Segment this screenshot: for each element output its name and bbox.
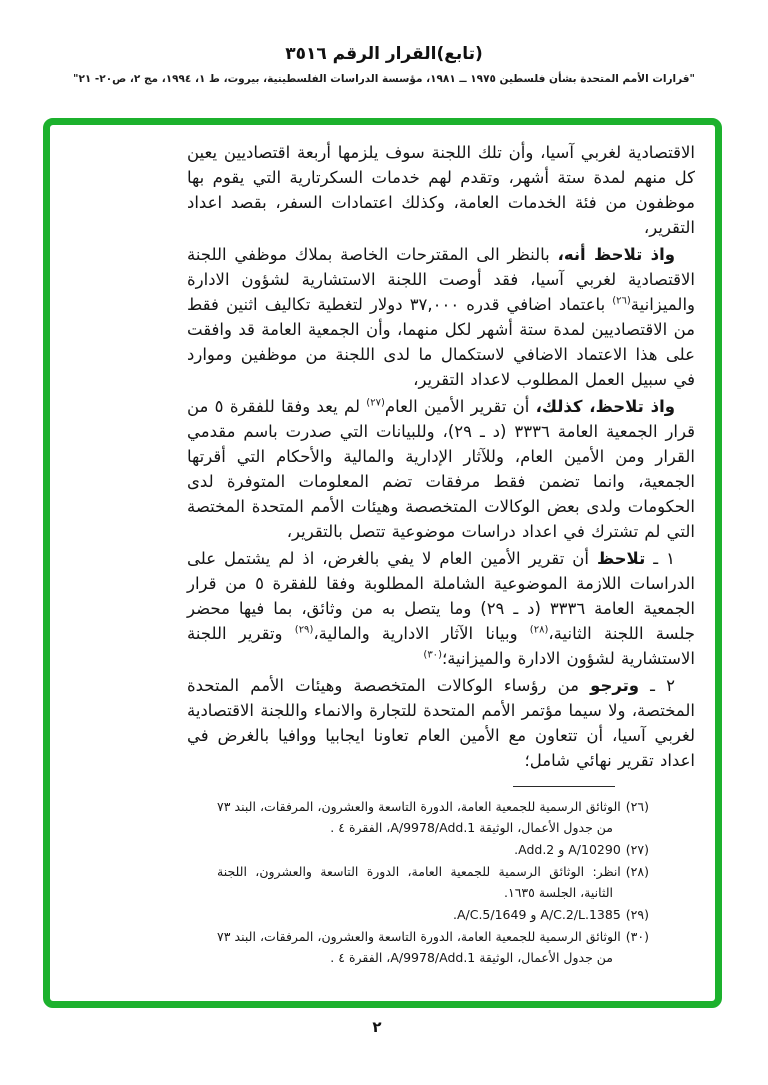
item-number: ١ ـ — [645, 549, 675, 568]
footnote-marker: (٢٩) — [625, 907, 649, 922]
page-number: ٢ — [372, 1018, 382, 1036]
paragraph-operative-1 — [187, 546, 695, 671]
footnote-text: A/C.2/L.1385 و A/C.5/1649. — [452, 907, 621, 922]
body-text: الاقتصادية لغربي آسيا، وأن تلك اللجنة سوف يلزمها أربعة اقتصاديين يعين كل منهم لمدة ستة أشهر، وتقدم لهم خدمات السكرتارية التي يقوم بها موظفون من فئة الخدمات العامة، وكذلك اعتمادات السفر، بقصد اعداد التقرير، — [187, 143, 695, 237]
footnote-29 — [217, 904, 649, 925]
body-text: وبيانا الآثار الادارية والمالية، — [313, 624, 530, 643]
page-header — [0, 44, 768, 85]
footnote-28 — [217, 861, 649, 903]
item-number: ٢ ـ — [639, 676, 675, 695]
paragraph-noting-report — [187, 394, 695, 544]
footnote-reference-30: (٣٠) — [423, 649, 442, 661]
paragraph-noting-budget — [187, 242, 695, 392]
footnote-text: انظر: الوثائق الرسمية للجمعية العامة، الدورة التاسعة والعشرون، اللجنة الثانية، الجلسة ١٦٣٥. — [217, 864, 621, 900]
body-text: باعتماد اضافي قدره ٣٧,٠٠٠ دولار لتغطية تكاليف اثنين فقط من الاقتصاديين لمدة ستة أشهر لكل منهما، وأن الجمعية العامة قد وافقت على هذا الاعتماد الاضافي لاستكمال ما لدى اللجنة من موظفين وموارد في سبيل العمل المطلوب لاعداد التقرير، — [187, 295, 695, 389]
paragraph-continuation — [187, 140, 695, 240]
lead-phrase: واذ تلاحظ أنه، — [557, 245, 675, 264]
body-text: من رؤساء الوكالات المتخصصة وهيئات الأمم المتحدة المختصة، ولا سيما مؤتمر الأمم المتحدة للتجارة والانماء واللجنة الاقتصادية لغربي آسيا، أن تتعاون مع الأمين العام تعاونا ايجابيا ووافيا بالغرض في اعداد تقرير نهائي شامل؛ — [187, 676, 695, 770]
footnote-reference-26: (٢٦) — [612, 295, 631, 307]
body-text: أن تقرير الأمين العام — [384, 397, 536, 416]
paragraph-operative-2 — [187, 673, 695, 773]
footnote-marker: (٢٧) — [625, 842, 649, 857]
resolution-body — [187, 140, 695, 968]
lead-phrase: وترجو — [590, 676, 640, 695]
footnote-list — [217, 796, 649, 968]
footnote-text: الوثائق الرسمية للجمعية العامة، الدورة التاسعة والعشرون، المرفقات، البند ٧٣ من جدول الأعمال، الوثيقة A/9978/Add.1، الفقرة ٤ . — [217, 799, 621, 835]
body-text: لم يعد وفقا للفقرة ٥ من قرار الجمعية العامة ٣٣٣٦ (د ـ ٢٩)، وللبيانات التي صدرت باسم مقدمي القرار ومن الأمين العام، وللآثار الإدارية والمالية والأحكام التي أقرتها الجمعية، وانما تضمن فقط مرفقات تضم المعلومات المتوفرة لدى الحكومات ولدى بعض الوكالات المتخصصة وهيئات الأمم المتحدة المختصة التي لم تشترك في اعداد دراسات موضوعية تتصل بالتقرير، — [187, 397, 695, 541]
footnote-27 — [217, 839, 649, 860]
body-text: وتقرير اللجنة الاستشارية لشؤون الادارة والميزانية؛ — [187, 624, 695, 668]
document-frame — [43, 118, 722, 1008]
body-text: أن تقرير الأمين العام لا يفي بالغرض، اذ لم يشتمل على الدراسات اللازمة الموضوعية الشاملة المطلوبة وفقا للفقرة ٥ من قرار الجمعية العامة ٣٣٣٦ (د ـ ٢٩) وما يتصل به من وثائق، بما فيها محضر جلسة اللجنة الثانية، — [187, 549, 696, 643]
footnote-reference-28: (٢٨) — [529, 624, 549, 636]
body-text: بالنظر الى المقترحات الخاصة بملاك موظفي اللجنة الاقتصادية لغربي آسيا، فقد أوصت اللجنة الاستشارية لشؤون الادارة والميزانية — [187, 245, 696, 314]
footnote-marker: (٢٨) — [625, 864, 649, 879]
lead-phrase: تلاحظ — [597, 549, 646, 568]
footnote-26 — [217, 796, 649, 838]
footnote-text: A/10290 و Add.2. — [514, 842, 621, 857]
lead-phrase: واذ تلاحظ، كذلك، — [535, 397, 676, 416]
footnote-separator — [513, 786, 615, 787]
source-citation: "قرارات الأمم المتحدة بشأن فلسطين ١٩٧٥ ــ ١٩٨١، مؤسسة الدراسات الفلسطينية، بيروت، ط ١، ١٩٩٤، مج ٢، ص٢٠- ٢١" — [72, 73, 696, 85]
footnote-text: الوثائق الرسمية للجمعية العامة، الدورة التاسعة والعشرون، المرفقات، البند ٧٣ من جدول الأعمال، الوثيقة A/9978/Add.1، الفقرة ٤ . — [217, 929, 621, 965]
document-title: (تابع)القرار الرقم ٣٥١٦ — [285, 44, 483, 64]
footnote-marker: (٢٦) — [625, 799, 649, 814]
footnote-reference-29: (٢٩) — [294, 624, 314, 636]
footnote-reference-27: (٢٧) — [366, 397, 385, 409]
footnote-30 — [217, 926, 649, 968]
footnote-marker: (٣٠) — [625, 929, 649, 944]
